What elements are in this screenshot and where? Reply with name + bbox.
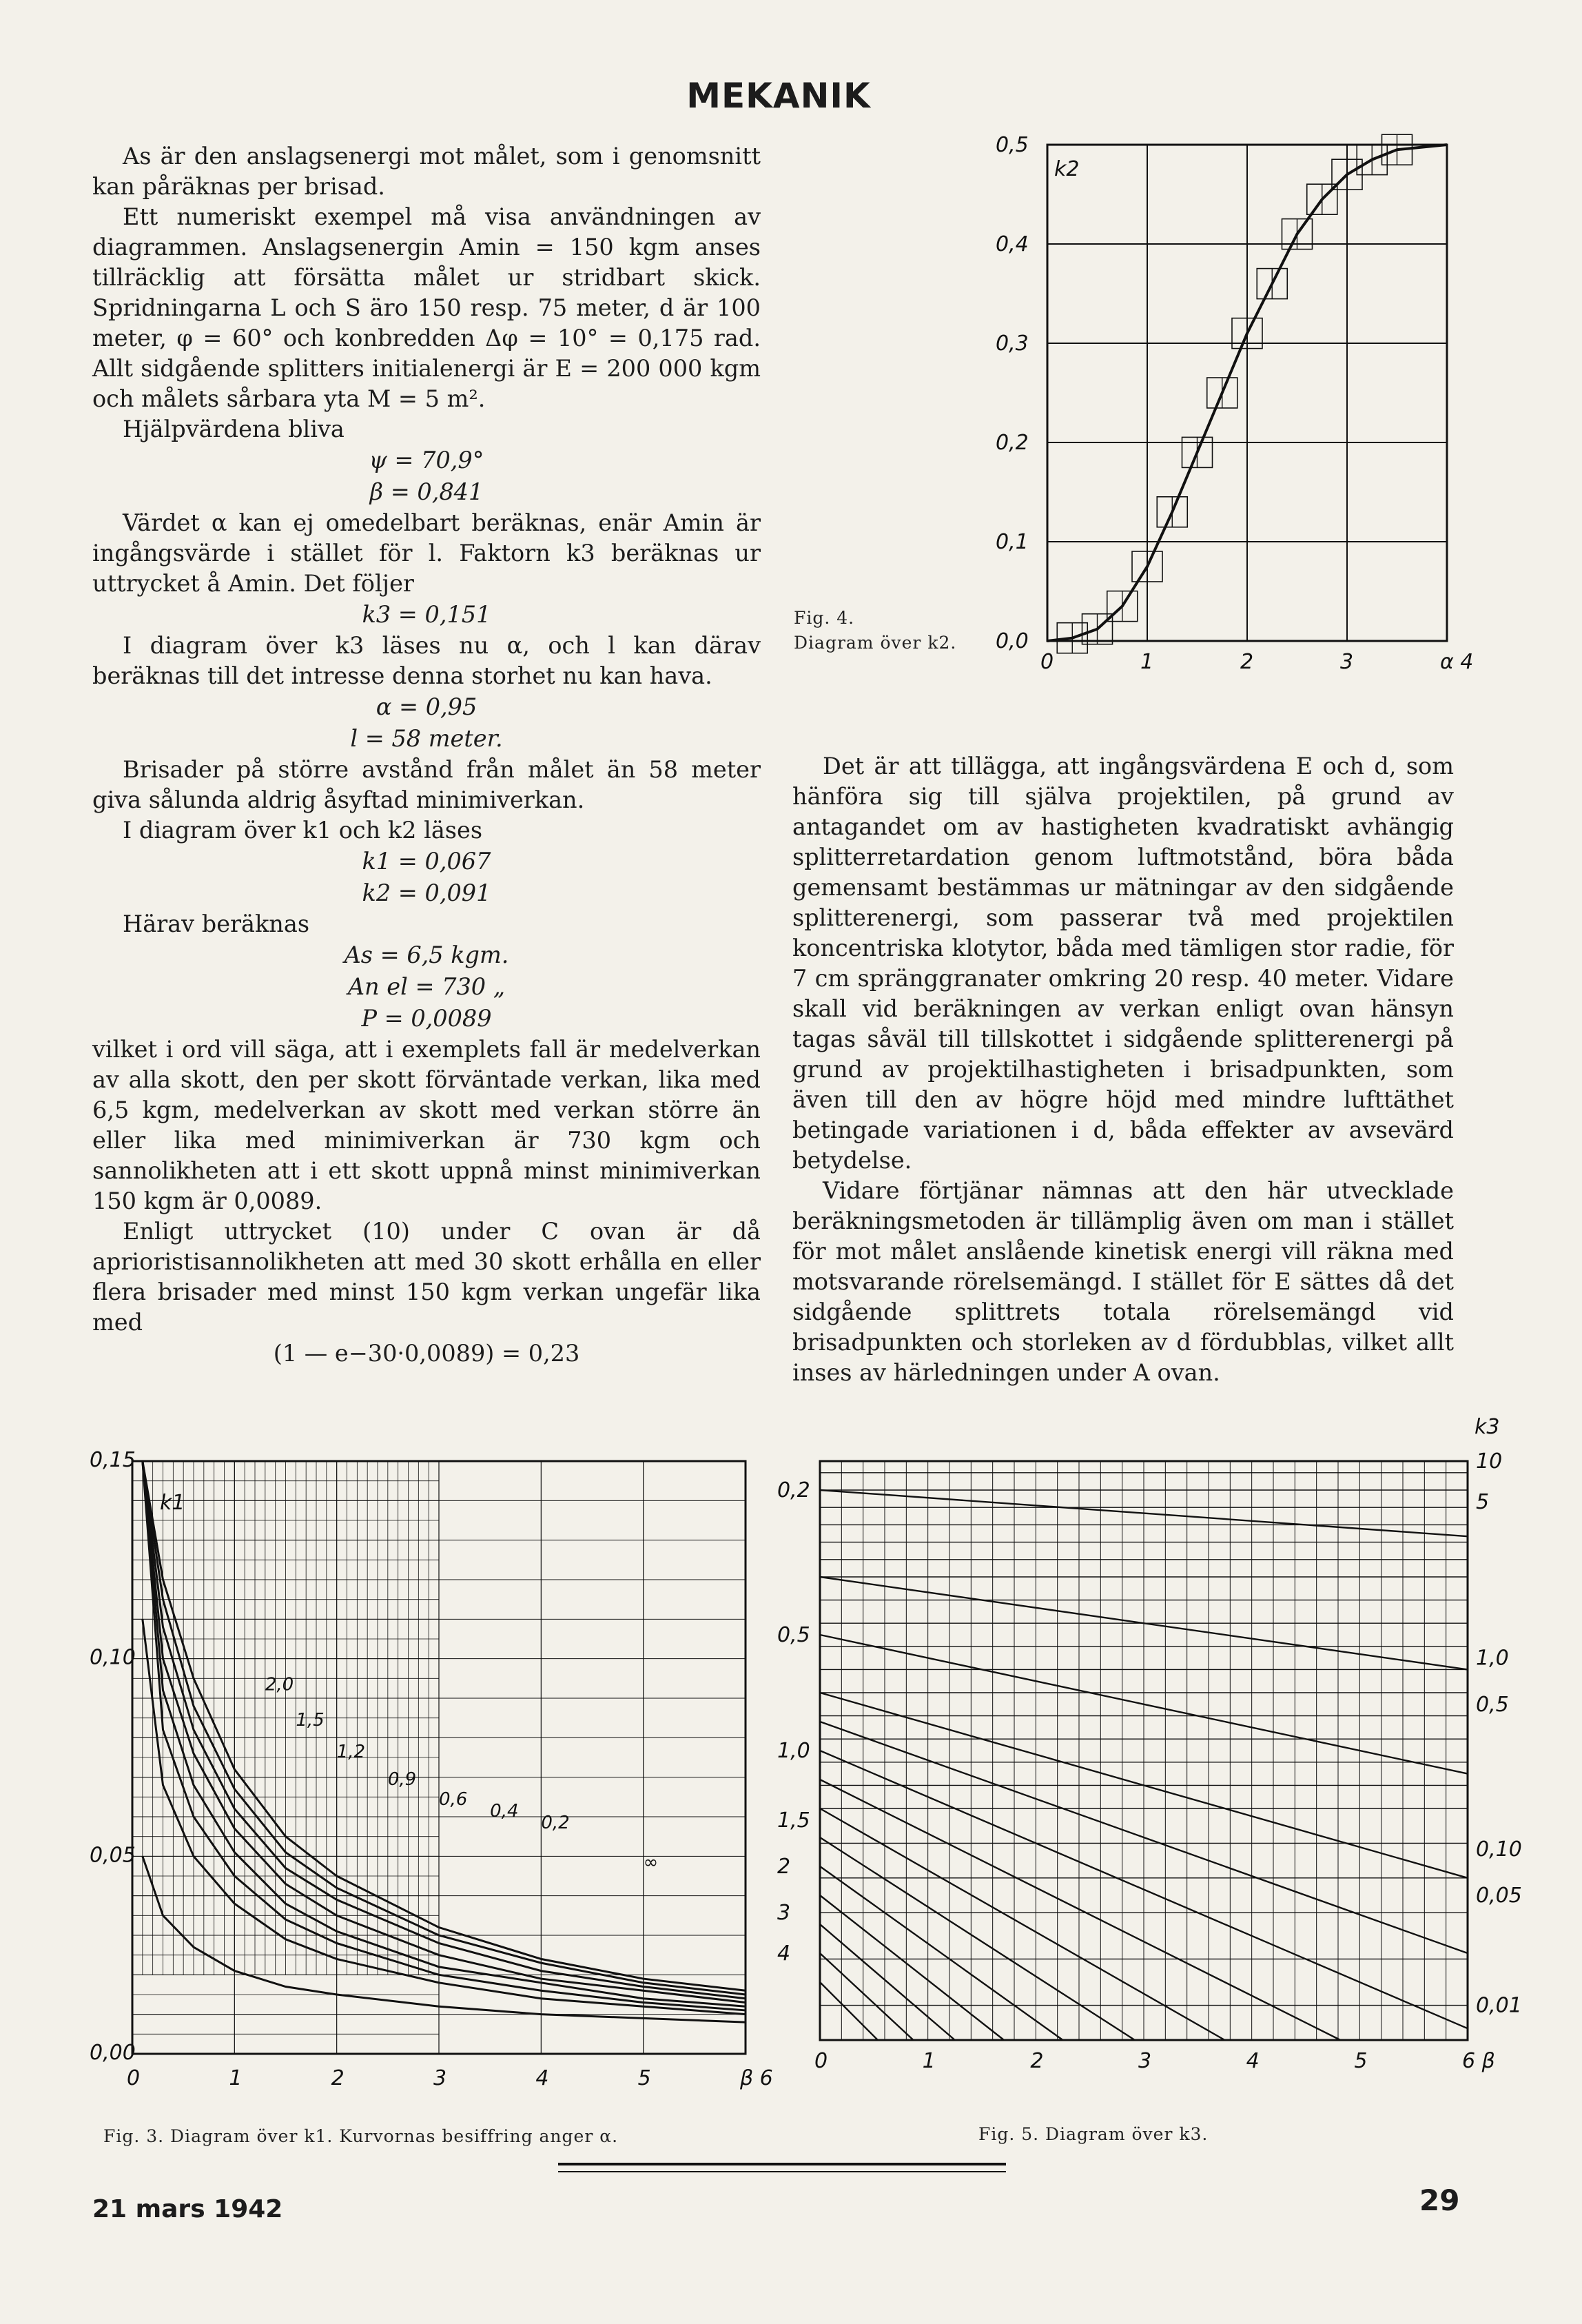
left-column xyxy=(92,141,761,1369)
y-axis-label: k2 xyxy=(1054,157,1080,181)
fig4-subcaption: Diagram över k2. xyxy=(794,633,957,653)
paragraph: I diagram över k1 och k2 läses xyxy=(123,817,483,844)
footer-date: 21 mars 1942 xyxy=(92,2195,283,2223)
fig3-chart xyxy=(90,1447,785,2109)
page-title: MEKANIK xyxy=(686,76,871,116)
equation: l = 58 meter. xyxy=(350,725,503,752)
k1-curve xyxy=(143,1856,746,2022)
y-tick-label: 0,2 xyxy=(996,431,1029,455)
y-tick-label: 0,2 xyxy=(777,1478,810,1502)
equation: k3 = 0,151 xyxy=(362,601,491,628)
right-tick-label: 0,01 xyxy=(1476,1993,1522,2018)
paragraph: Det är att tillägga, att ingångsvärdena E och d, som hänföra sig till själva projektilen, på grund av antagandet om av hastigheten kvadratiskt avhängig splitterretardation genom luftmotstånd, böra båda gemensamt bestämmas ur mätningar av den sidgående splitterenergi, som passerar två med projektilen koncentriska klotytor, båda med tämligen stor radie, för 7 cm spränggranater omkring 20 resp. 40 meter. Vidare skall vid beräkningen av verkan enligt ovan hänsyn tagas såväl till tillskottet i sidgående splitterenergi på grund av projektilhastigheten i brisadpunkten, som även till den av högre höjd med mindre lufttäthet betingade variationen i d, båda effekter av avsevärd betydelse. xyxy=(792,753,1454,1174)
x-tick-label: 0 xyxy=(814,2049,828,2073)
curve-label: 0,2 xyxy=(541,1813,570,1834)
k3-line xyxy=(820,1866,1063,2040)
paragraph: Värdet α kan ej omedelbart beräknas, enär Amin är ingångsvärde i stället för l. Faktorn k3 beräknas ur uttrycket å Amin. Det följer xyxy=(92,509,761,597)
x-tick-label: 5 xyxy=(1354,2049,1368,2073)
x-tick-label: β 6 xyxy=(740,2066,773,2090)
fig5-chart xyxy=(765,1413,1522,2102)
y-axis-label: k1 xyxy=(160,1491,185,1515)
equation: ψ = 70,9° xyxy=(369,447,484,473)
right-tick-label: 0,05 xyxy=(1476,1884,1522,1908)
footer-rule xyxy=(558,2171,1006,2172)
equation: k2 = 0,091 xyxy=(362,879,491,906)
paragraph: Hjälpvärdena bliva xyxy=(123,416,345,442)
y-tick-label: 0,5 xyxy=(777,1623,810,1647)
paragraph: Vidare förtjänar nämnas att den här utvecklade beräkningsmetoden är tillämplig även om man i stället för mot målet anslående kinetisk energi vill räkna med motsvarande rörelsemängd. I stället för E sättes då det sidgående splittrets totala rörelsemängd vid brisadpunkten och storleken av d fördubblas, vilket allt inses av härledningen under A ovan. xyxy=(792,1177,1454,1386)
x-tick-label: 3 xyxy=(1138,2049,1152,2073)
x-tick-label: 2 xyxy=(1240,650,1254,674)
x-tick-label: 4 xyxy=(1246,2049,1260,2073)
y-tick-label: 0,3 xyxy=(996,332,1029,356)
x-tick-label: 0 xyxy=(127,2066,141,2090)
y-tick-label: 0,4 xyxy=(996,232,1029,256)
y-tick-label: 0,05 xyxy=(90,1843,136,1868)
y-tick-label: 0,00 xyxy=(90,2041,136,2065)
fig4-chart xyxy=(992,124,1475,696)
k3-line xyxy=(820,1837,1135,2040)
y-tick-label: 1,0 xyxy=(777,1739,810,1763)
x-tick-label: 4 xyxy=(535,2066,549,2090)
x-tick-label: 2 xyxy=(1030,2049,1044,2073)
y-tick-label: 0,10 xyxy=(90,1645,136,1670)
right-tick-label: 10 xyxy=(1476,1449,1503,1474)
x-tick-label: 1 xyxy=(1140,650,1154,674)
k1-curve xyxy=(143,1461,746,1999)
paragraph: vilket i ord vill säga, att i exemplets fall är medelverkan av alla skott, den per skott förväntade verkan, lika med 6,5 kgm, medelverkan av skott med verkan större än eller lika med minimiverkan är 730 kgm och sannolikheten att i ett skott uppnå minst minimiverkan 150 kgm är 0,0089. xyxy=(92,1036,761,1214)
x-tick-label: 3 xyxy=(1340,650,1354,674)
x-tick-label: α 4 xyxy=(1440,650,1474,674)
y-tick-label: 4 xyxy=(777,1941,791,1966)
equation: P = 0,0089 xyxy=(361,1005,492,1032)
paragraph: I diagram över k3 läses nu α, och l kan därav beräknas till det intresse denna storhet nu kan hava. xyxy=(92,632,761,689)
equation: An el = 730 „ xyxy=(347,973,506,1000)
x-tick-label: 2 xyxy=(331,2066,345,2090)
fig5-caption: Fig. 5. Diagram över k3. xyxy=(978,2124,1209,2144)
right-tick-label: 0,5 xyxy=(1476,1692,1509,1717)
equation: β = 0,841 xyxy=(369,478,484,505)
footer-rule xyxy=(558,2163,1006,2165)
k1-curve xyxy=(143,1461,746,2002)
y-tick-label: 0,5 xyxy=(996,133,1029,157)
curve-label: 0,4 xyxy=(490,1801,519,1822)
y-tick-label: 0,0 xyxy=(996,629,1029,653)
y-tick-label: 0,15 xyxy=(90,1448,136,1472)
paragraph: Ett numeriskt exempel må visa användningen av diagrammen. Anslagsenergin Amin = 150 kgm anses tillräcklig att försätta målet ur stridbart skick. Spridningarna L och S äro 150 resp. 75 meter, d är 100 meter, φ = 60° och konbredden Δφ = 10° = 0,175 rad. Allt sidgående splitters initialenergi är E = 200 000 kgm och målets sårbara yta M = 5 m². xyxy=(92,203,761,412)
right-tick-label: 1,0 xyxy=(1476,1646,1509,1671)
equation: α = 0,95 xyxy=(376,693,477,720)
paragraph: As är den anslagsenergi mot målet, som i genomsnitt kan påräknas per brisad. xyxy=(92,143,761,200)
equation: As = 6,5 kgm. xyxy=(344,941,509,968)
k3-line xyxy=(820,1924,955,2040)
curve-label: 1,2 xyxy=(336,1742,366,1762)
curve-label: 2,0 xyxy=(265,1674,294,1695)
equation: (1 — e−30·0,0089) = 0,23 xyxy=(273,1340,580,1367)
fig4-caption: Fig. 4. xyxy=(794,608,855,628)
y-axis-label: k3 xyxy=(1475,1415,1500,1439)
x-tick-label: 5 xyxy=(637,2066,651,2090)
y-tick-label: 2 xyxy=(777,1855,791,1879)
right-tick-label: 5 xyxy=(1476,1489,1490,1514)
x-tick-label: 6 β xyxy=(1462,2049,1495,2073)
y-tick-label: 1,5 xyxy=(777,1808,810,1833)
equation: k1 = 0,067 xyxy=(362,848,491,875)
x-tick-label: 0 xyxy=(1040,650,1054,674)
right-tick-label: 0,10 xyxy=(1476,1837,1522,1862)
k1-curve xyxy=(143,1461,746,1990)
k1-curve xyxy=(143,1461,746,2006)
paragraph: Enligt uttrycket (10) under C ovan är då aprioristisannolikheten att med 30 skott erhålla en eller flera brisader med minst 150 kgm verkan ungefär lika med xyxy=(92,1218,761,1336)
fig3-caption: Fig. 3. Diagram över k1. Kurvornas besiffring anger α. xyxy=(103,2126,619,2146)
x-tick-label: 1 xyxy=(229,2066,243,2090)
page-number: 29 xyxy=(1419,2183,1460,2217)
curve-label: 1,5 xyxy=(296,1710,325,1731)
x-tick-label: 3 xyxy=(433,2066,447,2090)
paragraph: Brisader på större avstånd från målet än 58 meter giva sålunda aldrig åsyftad minimiverkan. xyxy=(92,756,761,813)
y-tick-label: 0,1 xyxy=(996,530,1029,554)
k1-curve xyxy=(143,1461,746,1995)
paragraph: Härav beräknas xyxy=(123,910,310,937)
curve-label: 0,6 xyxy=(439,1788,468,1810)
y-tick-label: 3 xyxy=(777,1901,791,1926)
curve-label: 0,9 xyxy=(387,1769,417,1791)
curve-label: ∞ xyxy=(643,1852,659,1873)
k3-line xyxy=(820,1895,1004,2040)
x-tick-label: 1 xyxy=(922,2049,936,2073)
k3-line xyxy=(820,1982,878,2040)
right-column xyxy=(792,751,1454,1388)
